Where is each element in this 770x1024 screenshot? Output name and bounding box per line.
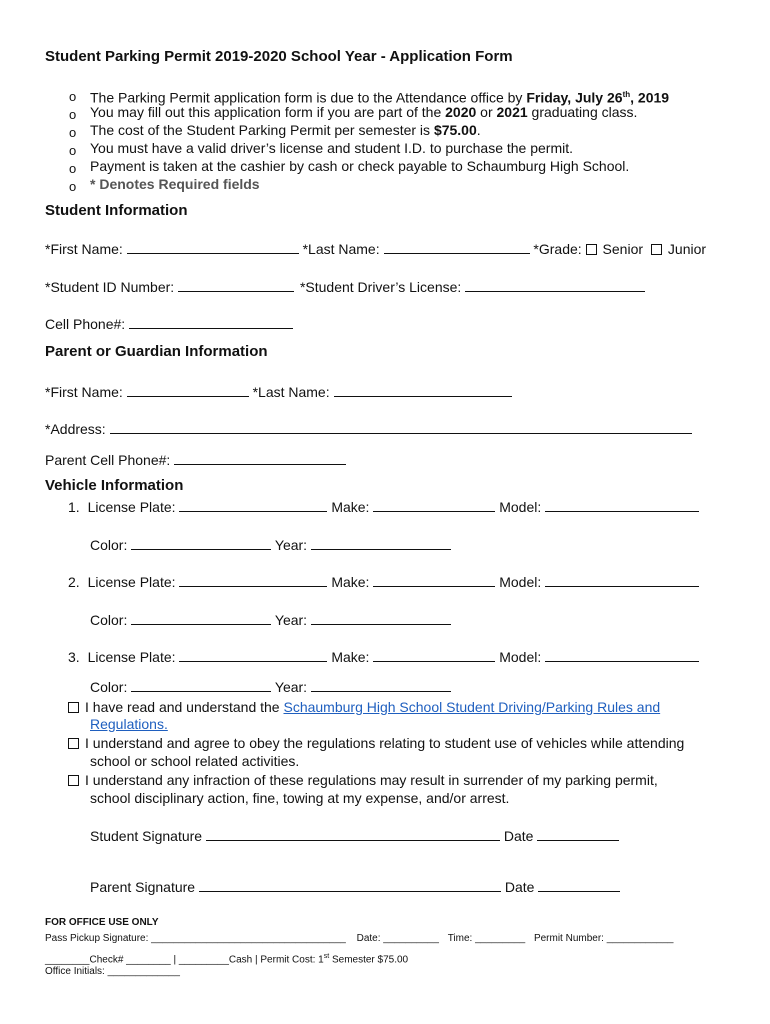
model-label: Model:: [499, 574, 542, 590]
vehicle-3-year-field[interactable]: [311, 677, 451, 692]
make-label: Make:: [331, 574, 370, 590]
vehicle-2-color-field[interactable]: [131, 610, 271, 625]
bullet-marker: o: [69, 89, 77, 104]
parent-signature-label: Parent Signature: [90, 879, 196, 895]
vehicle-number: 2.: [68, 574, 80, 590]
student-signature-label: Student Signature: [90, 828, 203, 844]
last-name-label: *Last Name:: [302, 241, 380, 257]
agreement-2-text: I understand and agree to obey the regulations relating to student use of vehicles while attending: [85, 735, 685, 751]
office-initials-row: Office Initials: _____________: [45, 966, 180, 977]
parent-signature-row: [90, 877, 620, 896]
parent-cell-field[interactable]: [174, 450, 346, 465]
color-label: Color:: [90, 612, 128, 628]
parent-first-name-field[interactable]: [127, 382, 249, 397]
vehicle-3-color-field[interactable]: [131, 677, 271, 692]
parent-cell-row: [45, 450, 346, 469]
agreement-3-checkbox[interactable]: [68, 775, 79, 786]
vehicle-1-make-field[interactable]: [373, 497, 495, 512]
bullet-eligibility: You may fill out this application form if you are part of the 2020 or 2021 graduating class.: [90, 104, 638, 120]
office-time-label: Time: _________: [447, 933, 526, 944]
agreement-2-text-continued: school or school related activities.: [90, 753, 300, 769]
vehicle-1-model-field[interactable]: [545, 497, 699, 512]
bullet-marker: o: [69, 179, 77, 194]
parent-date-field[interactable]: [538, 877, 620, 892]
student-date-field[interactable]: [537, 826, 619, 841]
vehicle-1-year-field[interactable]: [311, 535, 451, 550]
payment-label: ________Check# ________ | _________Cash | Permit Cost: 1: [45, 954, 324, 966]
cell-phone-label: Cell Phone#:: [45, 316, 126, 332]
date-label: Date: [504, 879, 535, 895]
vehicle-2-make-field[interactable]: [373, 572, 495, 587]
agreement-3: [68, 772, 658, 789]
vehicle-3-plate-row: [68, 647, 699, 666]
model-label: Model:: [499, 649, 542, 665]
year-label: Year:: [274, 537, 308, 553]
date-label: Date: [503, 828, 534, 844]
vehicle-1-plate-row: [68, 497, 699, 516]
agreement-1-checkbox[interactable]: [68, 702, 79, 713]
pickup-signature-label: Pass Pickup Signature: ___________________________________: [45, 933, 346, 944]
student-last-name-field[interactable]: [384, 239, 530, 254]
make-label: Make:: [331, 649, 370, 665]
senior-label: Senior: [602, 241, 644, 257]
student-info-heading: Student Information: [45, 202, 188, 219]
junior-checkbox[interactable]: [651, 244, 662, 255]
parent-address-row: [45, 419, 692, 438]
parent-first-name-label: *First Name:: [45, 384, 123, 400]
drivers-license-field[interactable]: [465, 277, 645, 292]
parent-name-row: [45, 382, 512, 401]
parent-cell-label: Parent Cell Phone#:: [45, 452, 171, 468]
vehicle-info-heading: Vehicle Information: [45, 477, 184, 494]
parent-info-heading: Parent or Guardian Information: [45, 343, 268, 360]
student-name-row: [45, 239, 706, 258]
bullet-requirements: You must have a valid driver’s license and student I.D. to purchase the permit.: [90, 140, 574, 156]
plate-label: License Plate:: [87, 499, 176, 515]
page-title: Student Parking Permit 2019-2020 School Year - Application Form: [45, 48, 513, 65]
vehicle-2-color-row: [90, 610, 451, 629]
vehicle-1-color-field[interactable]: [131, 535, 271, 550]
agreement-2: [68, 735, 684, 752]
bullet-cost: The cost of the Student Parking Permit per semester is $75.00.: [90, 122, 481, 138]
vehicle-3-color-row: [90, 677, 451, 696]
bullet-required-note: * Denotes Required fields: [90, 176, 260, 192]
vehicle-3-make-field[interactable]: [373, 647, 495, 662]
agreement-3-text-continued: school disciplinary action, fine, towing at my expense, and/or arrest.: [90, 790, 510, 806]
vehicle-1-color-row: [90, 535, 451, 554]
student-signature-row: [90, 826, 619, 845]
bullet-marker: o: [69, 107, 77, 122]
vehicle-2-plate-field[interactable]: [179, 572, 327, 587]
student-first-name-field[interactable]: [127, 239, 299, 254]
vehicle-3-plate-field[interactable]: [179, 647, 327, 662]
vehicle-3-model-field[interactable]: [545, 647, 699, 662]
grade-label: *Grade:: [533, 241, 582, 257]
agreement-1: [68, 699, 660, 716]
make-label: Make:: [331, 499, 370, 515]
office-pickup-row: [45, 932, 673, 945]
vehicle-2-year-field[interactable]: [311, 610, 451, 625]
office-use-heading: FOR OFFICE USE ONLY: [45, 917, 159, 928]
office-date-label: Date: __________: [356, 933, 439, 944]
first-name-label: *First Name:: [45, 241, 123, 257]
plate-label: License Plate:: [87, 649, 176, 665]
student-cell-row: [45, 314, 293, 333]
year-label: Year:: [274, 612, 308, 628]
agreement-3-text: I understand any infraction of these regulations may result in surrender of my parking permit,: [85, 772, 658, 788]
address-field[interactable]: [110, 419, 692, 434]
agreement-2-checkbox[interactable]: [68, 738, 79, 749]
payment-superscript: st: [323, 953, 330, 960]
vehicle-number: 3.: [68, 649, 80, 665]
plate-label: License Plate:: [87, 574, 176, 590]
junior-label: Junior: [667, 241, 707, 257]
student-id-label: *Student ID Number:: [45, 279, 175, 295]
color-label: Color:: [90, 537, 128, 553]
agreement-1-text: I have read and understand the: [85, 699, 284, 715]
model-label: Model:: [499, 499, 542, 515]
rules-link-continued[interactable]: Regulations.: [90, 716, 168, 732]
student-cell-field[interactable]: [129, 314, 293, 329]
info-bullets: [45, 86, 745, 196]
payment-label-end: Semester $75.00: [329, 954, 409, 966]
senior-checkbox[interactable]: [586, 244, 597, 255]
rules-link[interactable]: Schaumburg High School Student Driving/Parking Rules and: [283, 699, 661, 715]
bullet-marker: o: [69, 125, 77, 140]
student-signature-field[interactable]: [206, 826, 500, 841]
vehicle-2-plate-row: [68, 572, 699, 591]
parent-last-name-label: *Last Name:: [252, 384, 330, 400]
bullet-due-date: The Parking Permit application form is due to the Attendance office by Friday, July 26th, 2019: [90, 89, 670, 106]
parent-signature-field[interactable]: [199, 877, 501, 892]
student-id-row: [45, 277, 645, 296]
office-payment-row: [45, 950, 408, 966]
color-label: Color:: [90, 679, 128, 695]
permit-number-label: Permit Number: ____________: [533, 933, 674, 944]
address-label: *Address:: [45, 421, 106, 437]
parent-last-name-field[interactable]: [334, 382, 512, 397]
bullet-marker: o: [69, 143, 77, 158]
student-id-field[interactable]: [178, 277, 294, 292]
bullet-marker: o: [69, 161, 77, 176]
vehicle-number: 1.: [68, 499, 80, 515]
vehicle-2-model-field[interactable]: [545, 572, 699, 587]
drivers-license-label: *Student Driver’s License:: [299, 279, 462, 295]
bullet-payment: Payment is taken at the cashier by cash or check payable to Schaumburg High School.: [90, 158, 630, 174]
vehicle-1-plate-field[interactable]: [179, 497, 327, 512]
year-label: Year:: [274, 679, 308, 695]
